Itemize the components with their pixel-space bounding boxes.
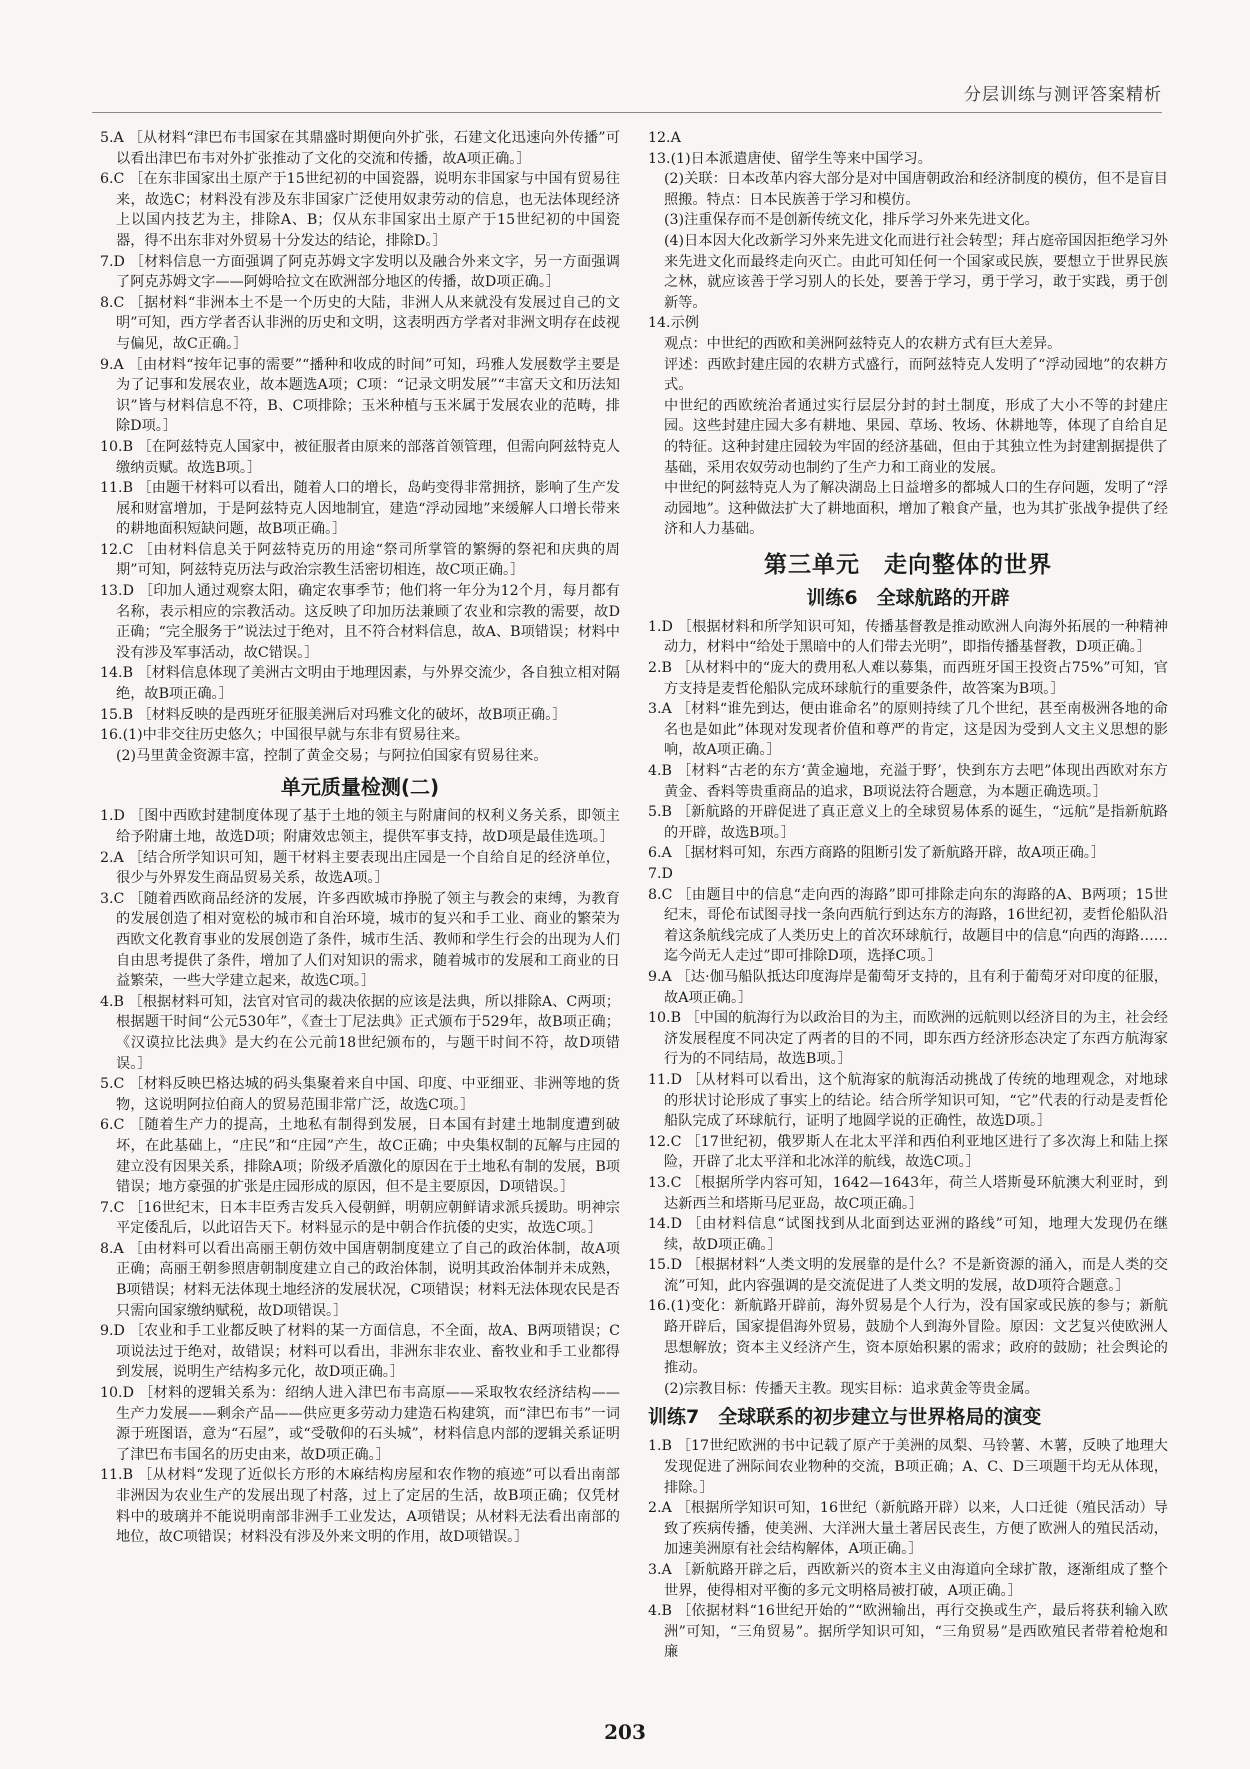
answer-item: 7.D ［材料信息一方面强调了阿克苏姆文字发明以及融合外来文字，另一方面强调了阿克苏姆文字——阿姆哈拉文在欧洲部分地区的传播，故D项正确。］ (100, 253, 620, 291)
answer-item: 16.(1)中非交往历史悠久；中国很早就与东非有贸易往来。 (100, 727, 469, 744)
answer-item: 14.D ［由材料信息“试图找到从北面到达亚洲的路线”可知，地理大发现仍在继续，故D项正确。］ (648, 1216, 1168, 1253)
answer-item: 15.B ［材料反映的是西班牙征服美洲后对玛雅文化的破坏，故B项正确。］ (100, 706, 567, 723)
answer-subitem: 评述：西欧封建庄园的农耕方式盛行，而阿兹特克人发明了“浮动园地”的农耕方式。 (664, 356, 1168, 394)
answer-subitem: (4)日本因大化改新学习外来先进文化而进行社会转型；拜占庭帝国因拒绝学习外来先进文化而最终走向灭亡。由此可知任何一个国家或民族，要想立于世界民族之林，就应该善于学习别人的长处，要善于学习，勇于学习，敢于实践，勇于创新等。 (664, 232, 1168, 311)
running-header: 分层训练与测评答案精析 (964, 85, 1162, 105)
left-column (100, 128, 620, 1548)
answer-subitem: 中世纪的阿兹特克人为了解决湖岛上日益增多的都城人口的生存问题，发明了“浮动园地”。这种做法扩大了耕地面积，增加了粮食产量，也为其扩张战争提供了经济和人力基础。 (664, 480, 1168, 538)
answer-item: 6.C ［在东非国家出土原产于15世纪初的中国瓷器，说明东非国家与中国有贸易往来，故选C；材料没有涉及东非国家广泛使用奴隶劳动的信息，也无法体现经济上以国内技艺为主，排除A、B；仅从东非国家出土原产于15世纪初的中国瓷器，得不出东非对外贸易十分发达的结论，排除D。］ (100, 171, 620, 249)
answer-item: 15.D ［根据材料“人类文明的发展靠的是什么？不是新资源的涌入，而是人类的交流”可知，此内容强调的是交流促进了人类文明的发展，故D项符合题意。］ (648, 1257, 1168, 1294)
answer-item: 8.C ［由题目中的信息“走向西的海路”即可排除走向东的海路的A、B两项；15世纪末，哥伦布试图寻找一条向西航行到达东方的海路，16世纪初，麦哲伦船队沿着这条航线完成了人类历史上的首次环球航行，故题目中的信息“向西的海路……迄今尚无人走过”即可排除D项，选择C项。］ (648, 886, 1168, 965)
answer-item: 14.示例 (648, 315, 699, 332)
answer-item: 11.B ［从材料“发现了近似长方形的木麻结构房屋和农作物的痕迹”可以看出南部非洲因为农业生产的发展出现了村落，过上了定居的生活，故B项正确；仅凭材料中的玻璃并不能说明南部非洲手工业发达，A项错误；从材料无法看出南部的地位，故C项错误；材料没有涉及外来文明的作用，故D项错误。］ (100, 1467, 620, 1546)
answer-item: 7.C ［16世纪末，日本丰臣秀吉发兵入侵朝鲜，明朝应朝鲜请求派兵援助。明神宗平定倭乱后，以此诏告天下。材料显示的是中朝合作抗倭的史实，故选C项。］ (100, 1199, 620, 1237)
page-number: 203 (604, 1720, 646, 1744)
training-heading: 训练7 全球联系的初步建立与世界格局的演变 (648, 1406, 1042, 1429)
answer-item: 9.D ［农业和手工业都反映了材料的某一方面信息，不全面，故A、B两项错误；C项说法过于绝对，故错误；材料可以看出，非洲东非农业、畜牧业和手工业都得到发展，说明生产结构多元化，故D项正确。］ (100, 1323, 620, 1381)
answer-item: 11.B ［由题干材料可以看出，随着人口的增长，岛屿变得非常拥挤，影响了生产发展和财富增加，于是阿兹特克人因地制宜，建造“浮动园地”来缓解人口增长带来的耕地面积短缺问题，故B项正确。］ (100, 480, 620, 538)
answer-item: 12.C ［17世纪初，俄罗斯人在北太平洋和西伯利亚地区进行了多次海上和陆上探险，开辟了北太平洋和北冰洋的航线，故选C项。］ (648, 1133, 1168, 1171)
answer-item: 1.D ［图中西欧封建制度体现了基于土地的领主与附庸间的权利义务关系，即领主给予附庸土地，故选D项；附庸效忠领主，提供军事支持，故D项是最佳选项。］ (100, 808, 620, 845)
answer-item: 1.D ［根据材料和所学知识可知，传播基督教是推动欧洲人向海外拓展的一种精神动力，材料中“给处于黑暗中的人们带去光明”，即指传播基督教，D项正确。］ (648, 618, 1168, 656)
header-divider (92, 112, 1162, 113)
answer-subitem: (2)马里黄金资源丰富，控制了黄金交易；与阿拉伯国家有贸易往来。 (116, 747, 548, 764)
answer-item: 4.B ［根据材料可知，法官对官司的裁决依据的应该是法典，所以排除A、C两项；根据题干时间“公元530年”，《查士丁尼法典》正式颁布于529年，故B项正确；《汉谟拉比法典》是大约在公元前18世纪颁布的，与题干时间不符，故D项错误。］ (100, 993, 620, 1072)
answer-item: 10.B ［中国的航海行为以政治目的为主，而欧洲的远航则以经济目的为主，社会经济发展程度不同决定了两者的目的不同，即东西方经济形态决定了东西方航海家行为的不同结局，故选B项。］ (648, 1010, 1168, 1068)
answer-item: 9.A ［由材料“按年记事的需要”“播种和收成的时间”可知，玛雅人发展数学主要是为了记事和发展农业，故本题选A项；C项：“记录文明发展”“丰富天文和历法知识”皆与材料信息不符，B、C项排除；玉米种植与玉米属于发展农业的范畴，排除D项。］ (100, 356, 620, 435)
answer-item: 12.C ［由材料信息关于阿兹特克历的用途“祭司所掌管的繁缛的祭祀和庆典的周期”可知，阿兹特克历法与政治宗教生活密切相连，故C项正确。］ (100, 541, 620, 579)
answer-subitem: (2)关联：日本改革内容大部分是对中国唐朝政治和经济制度的模仿，但不是盲目照搬。特点：日本民族善于学习和模仿。 (664, 171, 1168, 208)
answer-item: 2.A ［结合所学知识可知，题干材料主要表现出庄园是一个自给自足的经济单位，很少与外界发生商品贸易关系，故选A项。］ (100, 849, 620, 887)
answer-item: 9.A ［达·伽马船队抵达印度海岸是葡萄牙支持的，且有利于葡萄牙对印度的征服，故A项正确。］ (648, 968, 1168, 1006)
answer-item: 4.B ［依据材料“16世纪开始的”“欧洲输出，再行交换或生产，最后将获利输入欧洲”可知，“三角贸易”。据所学知识可知，“三角贸易”是西欧殖民者带着枪炮和廉 (648, 1603, 1168, 1661)
answer-item: 2.B ［从材料中的“庞大的费用私人难以募集，而西班牙国王投资占75%”可知，官方支持是麦哲伦船队完成环球航行的重要条件，故答案为B项。］ (648, 660, 1168, 697)
right-column (648, 128, 1168, 1663)
answer-subitem: 中世纪的西欧统治者通过实行层层分封的封土制度，形成了大小不等的封建庄园。这些封建庄园大多有耕地、果园、草场、牧场、休耕地等，体现了自给自足的特征。这种封建庄园较为牢固的经济基础，但由于其独立性为封建割据提供了基础，采用农奴劳动也制约了生产力和工商业的发展。 (664, 397, 1168, 476)
answer-item: 16.(1)变化：新航路开辟前，海外贸易是个人行为，没有国家或民族的参与；新航路开辟后，国家提倡海外贸易，鼓励个人到海外冒险。原因：文艺复兴使欧洲人思想解放；资本主义经济产生，资本原始积累的需求；政府的鼓励；社会舆论的推动。 (648, 1298, 1168, 1377)
answer-item: 5.B ［新航路的开辟促进了真正意义上的全球贸易体系的诞生，“远航”是指新航路的开辟，故选B项。］ (648, 804, 1168, 841)
answer-item: 3.A ［材料“谁先到达，便由谁命名”的原则持续了几个世纪，甚至南极洲各地的命名也是如此”体现对发现者价值和尊严的肯定，这是因为受到人文主义思想的影响，故A项正确。］ (648, 701, 1168, 759)
answer-item: 1.B ［17世纪欧洲的书中记载了原产于美洲的凤梨、马铃薯、木薯，反映了地理大发现促进了洲际间农业物种的交流，B项正确；A、C、D三项题干均无从体现，排除。］ (648, 1438, 1168, 1496)
answer-item: 3.C ［随着西欧商品经济的发展，许多西欧城市挣脱了领主与教会的束缚，为教育的发展创造了相对宽松的城市和自治环境，城市的复兴和手工业、商业的繁荣为西欧文化教育事业的发展创造了条件，城市生活、教师和学生行会的出现为人们自由思考提供了条件，增加了人们对知识的需求，随着城市的发展和工商业的日益繁荣，一些大学建立起来，故选C项。］ (100, 890, 620, 990)
answer-item: 2.A ［根据所学知识可知，16世纪（新航路开辟）以来，人口迁徙（殖民活动）导致了疾病传播，使美洲、大洋洲大量土著居民丧生，方便了欧洲人的殖民活动，加速美洲原有社会结构解体，A项正确。］ (648, 1500, 1168, 1558)
answer-item: 8.A ［由材料可以看出高丽王朝仿效中国唐朝制度建立了自己的政治体制，故A项正确；高丽王朝参照唐朝制度建立自己的政治体制，说明其政治体制并未成熟，B项错误；材料无法体现土地经济的发展状况，C项错误；材料无法体现农民是否只需向国家缴纳赋税，故D项错误。］ (100, 1240, 620, 1319)
answer-item: 5.C ［材料反映巴格达城的码头集聚着来自中国、印度、中亚细亚、非洲等地的货物，这说明阿拉伯商人的贸易范围非常广泛，故选C项。］ (100, 1076, 620, 1113)
answer-item: 4.B ［材料“古老的东方‘黄金遍地，充溢于野’，快到东方去吧”体现出西欧对东方黄金、香料等贵重商品的追求，B项说法符合题意，为本题正确选项。］ (648, 763, 1168, 800)
answer-item: 6.C ［随着生产力的提高，土地私有制得到发展，日本国有封建土地制度遭到破坏，在此基础上，“庄民”和“庄园”产生，故C正确；中央集权制的瓦解与庄园的建立没有因果关系，排除A项；阶级矛盾激化的原因在于土地私有制的发展，B项错误；地方豪强的扩张是庄园形成的原因，但不是主要原因，D项错误。］ (100, 1117, 620, 1196)
answer-item: 14.B ［材料信息体现了美洲古文明由于地理因素，与外界交流少，各自独立相对隔绝，故B项正确。］ (100, 665, 620, 703)
answer-item: 10.D ［材料的逻辑关系为：绍纳人进入津巴布韦高原——采取牧农经济结构——生产力发展——剩余产品——供应更多劳动力建造石构建筑，而“津巴布韦”一词源于班图语，意为“石屋”，或“受敬仰的石头城”，材料信息内部的逻辑关系证明了津巴布韦国名的历史由来，故D项正确。］ (100, 1385, 620, 1463)
answer-item: 8.C ［据材料“非洲本土不是一个历史的大陆，非洲人从来就没有发展过自己的文明”可知，西方学者否认非洲的历史和文明，这表明西方学者对非洲文明存在歧视与偏见，故C正确。］ (100, 294, 620, 352)
answer-item: 11.D ［从材料可以看出，这个航海家的航海活动挑战了传统的地理观念，对地球的形状讨论形成了事实上的结论。结合所学知识可知，“它”代表的行动是麦哲伦船队完成了环球航行，证明了地圆学说的正确性，故选D项。］ (648, 1071, 1168, 1130)
answer-item: 5.A ［从材料“津巴布韦国家在其鼎盛时期便向外扩张，石建文化迅速向外传播”可以看出津巴布韦对外扩张推动了文化的交流和传播，故A项正确。］ (100, 130, 620, 167)
answer-item: 7.D (648, 866, 673, 882)
answer-item: 13.C ［根据所学内容可知，1642—1643年，荷兰人塔斯曼环航澳大利亚时，到达新西兰和塔斯马尼亚岛，故C项正确。］ (648, 1174, 1168, 1212)
unit-title: 第三单元 走向整体的世界 (764, 551, 1052, 578)
training-heading: 训练6 全球航路的开辟 (806, 586, 1010, 609)
answer-subitem: (3)注重保存而不是创新传统文化，排斥学习外来先进文化。 (664, 212, 1039, 229)
answer-subitem: 观点：中世纪的西欧和美洲阿兹特克人的农耕方式有巨大差异。 (664, 335, 1062, 352)
section-heading: 单元质量检测(二) (280, 775, 440, 800)
answer-item: 10.B ［在阿兹特克人国家中，被征服者由原来的部落首领管理，但需向阿兹特克人缴纳贡赋。故选B项。］ (100, 438, 620, 476)
answer-item: 3.A ［新航路开辟之后，西欧新兴的资本主义由海道向全球扩散，逐渐组成了整个世界，使得相对平衡的多元文明格局被打破，A项正确。］ (648, 1562, 1168, 1599)
answer-item: 6.A ［据材料可知，东西方商路的阻断引发了新航路开辟，故A项正确。］ (648, 845, 1106, 862)
answer-item: 12.A (648, 130, 681, 146)
answer-item: 13.(1)日本派遣唐使、留学生等来中国学习。 (648, 150, 932, 167)
answer-subitem: (2)宗教目标：传播天主教。现实目标：追求黄金等贵金属。 (664, 1380, 1039, 1397)
answer-item: 13.D ［印加人通过观察太阳，确定农事季节；他们将一年分为12个月，每月都有名称，表示相应的宗教活动。这反映了印加历法兼顾了农业和宗教的需要，故D正确；“完全服务于”说法过于绝对，且不符合材料信息，故A、B项错误；材料中没有涉及军事活动，故C错误。］ (100, 583, 620, 661)
